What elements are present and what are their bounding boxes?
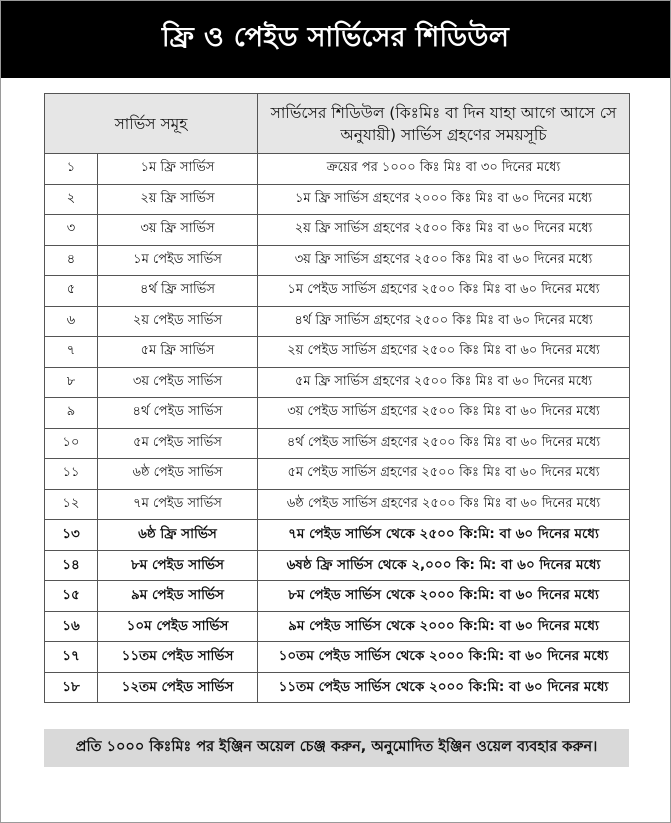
row-number-cell: ১৮ <box>45 672 98 703</box>
services-column-header: সার্ভিস সমূহ <box>45 94 258 154</box>
schedule-cell: ৩য় পেইড সার্ভিস গ্রহণের ২৫০০ কিঃ মিঃ বা ৬০ দিনের মধ্যে <box>258 398 630 429</box>
table-row <box>45 367 630 398</box>
table-row <box>45 611 630 642</box>
schedule-cell: ৫ম পেইড সার্ভিস গ্রহণের ২৫০০ কিঃ মিঃ বা ৬০ দিনের মধ্যে <box>258 459 630 490</box>
schedule-cell: ১ম ফ্রি সার্ভিস গ্রহণের ২০০০ কিঃ মিঃ বা ৬০ দিনের মধ্যে <box>258 184 630 215</box>
table-row <box>45 459 630 490</box>
service-name-cell: ৭ম পেইড সার্ভিস <box>98 489 258 520</box>
schedule-cell: ৯ম পেইড সার্ভিস থেকে ২০০০ কি:মি: বা ৬০ দিনের মধ্যে <box>258 611 630 642</box>
table-row <box>45 581 630 612</box>
row-number-cell: ১৭ <box>45 642 98 673</box>
table-row <box>45 154 630 185</box>
service-name-cell: ৩য় পেইড সার্ভিস <box>98 367 258 398</box>
service-name-cell: ৯ম পেইড সার্ভিস <box>98 581 258 612</box>
row-number-cell: ১৫ <box>45 581 98 612</box>
table-row <box>45 245 630 276</box>
schedule-cell: ৬ষষ্ঠ ফ্রি সার্ভিস থেকে ২,০০০ কি: মি: বা ৬০ দিনের মধ্যে <box>258 550 630 581</box>
table-row <box>45 642 630 673</box>
service-name-cell: ৩য় ফ্রি সার্ভিস <box>98 215 258 246</box>
service-name-cell: ৫ম ফ্রি সার্ভিস <box>98 337 258 368</box>
service-name-cell: ১ম পেইড সার্ভিস <box>98 245 258 276</box>
schedule-cell: ২য় পেইড সার্ভিস গ্রহণের ২৫০০ কিঃ মিঃ বা ৬০ দিনের মধ্যে <box>258 337 630 368</box>
table-header-row <box>45 94 630 154</box>
service-name-cell: ৪র্থ ফ্রি সার্ভিস <box>98 276 258 307</box>
schedule-column-header: সার্ভিসের শিডিউল (কিঃমিঃ বা দিন যাহা আগে আসে সে অনুযায়ী) সার্ভিস গ্রহণের সময়সূচি <box>258 94 630 154</box>
service-name-cell: ২য় ফ্রি সার্ভিস <box>98 184 258 215</box>
service-name-cell: ৬ষ্ঠ পেইড সার্ভিস <box>98 459 258 490</box>
table-row <box>45 550 630 581</box>
row-number-cell: ৯ <box>45 398 98 429</box>
schedule-cell: ৫ম ফ্রি সার্ভিস গ্রহণের ২৫০০ কিঃ মিঃ বা ৬০ দিনের মধ্যে <box>258 367 630 398</box>
row-number-cell: ১ <box>45 154 98 185</box>
row-number-cell: ১১ <box>45 459 98 490</box>
table-row <box>45 306 630 337</box>
table-row <box>45 276 630 307</box>
row-number-cell: ৫ <box>45 276 98 307</box>
service-name-cell: ৫ম পেইড সার্ভিস <box>98 428 258 459</box>
table-row <box>45 337 630 368</box>
row-number-cell: ১৪ <box>45 550 98 581</box>
footer-note: প্রতি ১০০০ কিঃমিঃ পর ইঞ্জিন অয়েল চেঞ্জ করুন, অনুমোদিত ইঞ্জিন ওয়েল ব্যবহার করুন। <box>44 729 629 767</box>
service-name-cell: ৮ম পেইড সার্ভিস <box>98 550 258 581</box>
schedule-cell: ১০তম পেইড সার্ভিস থেকে ২০০০ কি:মি: বা ৬০ দিনের মধ্যে <box>258 642 630 673</box>
row-number-cell: ৩ <box>45 215 98 246</box>
schedule-cell: ৩য় ফ্রি সার্ভিস গ্রহণের ২৫০০ কিঃ মিঃ বা ৬০ দিনের মধ্যে <box>258 245 630 276</box>
table-body <box>45 154 630 703</box>
service-name-cell: ৬ষ্ঠ ফ্রি সার্ভিস <box>98 520 258 551</box>
table-row <box>45 489 630 520</box>
service-name-cell: ১০ম পেইড সার্ভিস <box>98 611 258 642</box>
schedule-cell: ৭ম পেইড সার্ভিস থেকে ২৫০০ কি:মি: বা ৬০ দিনের মধ্যে <box>258 520 630 551</box>
row-number-cell: ৮ <box>45 367 98 398</box>
table-row <box>45 215 630 246</box>
service-name-cell: ৪র্থ পেইড সার্ভিস <box>98 398 258 429</box>
schedule-cell: ক্রয়ের পর ১০০০ কিঃ মিঃ বা ৩০ দিনের মধ্যে <box>258 154 630 185</box>
schedule-cell: ১ম পেইড সার্ভিস গ্রহণের ২৫০০ কিঃ মিঃ বা ৬০ দিনের মধ্যে <box>258 276 630 307</box>
table-row <box>45 428 630 459</box>
row-number-cell: ১৩ <box>45 520 98 551</box>
service-schedule-table <box>44 93 630 703</box>
schedule-cell: ১১তম পেইড সার্ভিস থেকে ২০০০ কি:মি: বা ৬০ দিনের মধ্যে <box>258 672 630 703</box>
schedule-cell: ২য় ফ্রি সার্ভিস গ্রহণের ২৫০০ কিঃ মিঃ বা ৬০ দিনের মধ্যে <box>258 215 630 246</box>
schedule-cell: ৪র্থ পেইড সার্ভিস গ্রহণের ২৫০০ কিঃ মিঃ বা ৬০ দিনের মধ্যে <box>258 428 630 459</box>
service-name-cell: ১১তম পেইড সার্ভিস <box>98 642 258 673</box>
row-number-cell: ৬ <box>45 306 98 337</box>
row-number-cell: ২ <box>45 184 98 215</box>
service-name-cell: ২য় পেইড সার্ভিস <box>98 306 258 337</box>
row-number-cell: ১২ <box>45 489 98 520</box>
table-row <box>45 520 630 551</box>
table-row <box>45 184 630 215</box>
table-row <box>45 672 630 703</box>
row-number-cell: ৭ <box>45 337 98 368</box>
service-name-cell: ১২তম পেইড সার্ভিস <box>98 672 258 703</box>
service-name-cell: ১ম ফ্রি সার্ভিস <box>98 154 258 185</box>
row-number-cell: ৪ <box>45 245 98 276</box>
page-title: ফ্রি ও পেইড সার্ভিসের শিডিউল <box>1 1 670 78</box>
row-number-cell: ১৬ <box>45 611 98 642</box>
schedule-cell: ৬ষ্ঠ পেইড সার্ভিস গ্রহণের ২৫০০ কিঃ মিঃ বা ৬০ দিনের মধ্যে <box>258 489 630 520</box>
schedule-cell: ৪র্থ ফ্রি সার্ভিস গ্রহণের ২৫০০ কিঃ মিঃ বা ৬০ দিনের মধ্যে <box>258 306 630 337</box>
table-row <box>45 398 630 429</box>
row-number-cell: ১০ <box>45 428 98 459</box>
schedule-cell: ৮ম পেইড সার্ভিস থেকে ২০০০ কি:মি: বা ৬০ দিনের মধ্যে <box>258 581 630 612</box>
